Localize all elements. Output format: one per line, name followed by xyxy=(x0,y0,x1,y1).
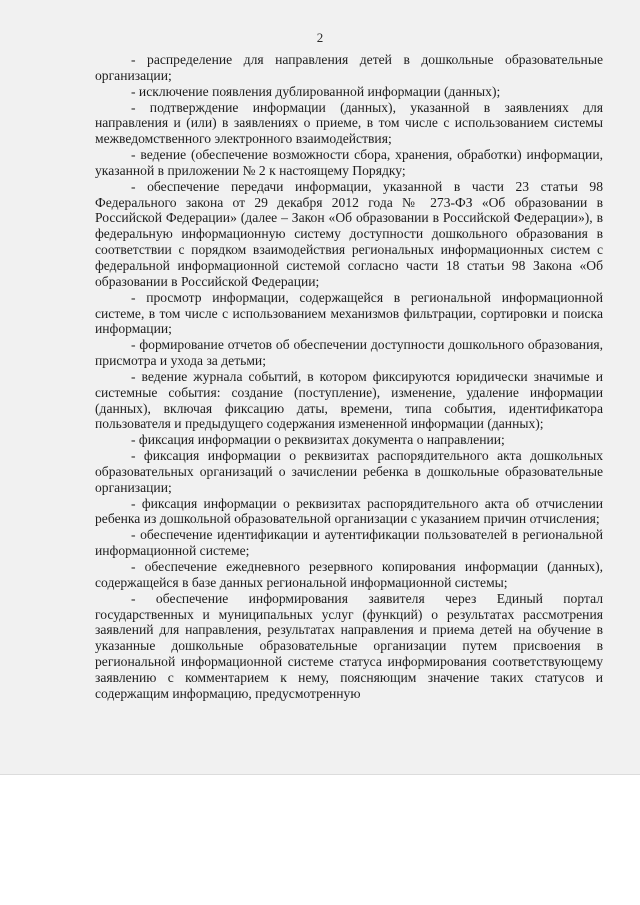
document-body xyxy=(95,52,603,702)
paragraph: - фиксация информации о реквизитах распорядительного акта об отчислении ребенка из дошкольной образовательной организации с указанием причин отчисления; xyxy=(95,495,603,527)
paragraph: - ведение (обеспечение возможности сбора, хранения, обработки) информации, указанной в приложении № 2 к настоящему Порядку; xyxy=(95,147,603,178)
page-number: 2 xyxy=(316,30,324,45)
paragraph: - фиксация информации о реквизитах документа о направлении; xyxy=(131,432,505,448)
paragraph: - формирование отчетов об обеспечении доступности дошкольного образования, присмотра и ухода за детьми; xyxy=(95,337,603,369)
paragraph: - фиксация информации о реквизитах распорядительного акта дошкольных образовательных организаций о зачислении ребенка в дошкольные образовательные организации; xyxy=(95,448,603,495)
paragraph: - ведение журнала событий, в котором фиксируются юридически значимые и системные события: создание (поступление), изменение, удаление информации (данных), включая фиксацию даты, времени, типа события, идентификатора пользователя и предыдущего содержания измененной информации (данных); xyxy=(95,368,603,432)
paragraph: - распределение для направления детей в дошкольные образовательные организации; xyxy=(95,52,603,83)
paragraph: - обеспечение информирования заявителя через Единый портал государственных и муниципальных услуг (функций) о результатах рассмотрения заявлений для направления, результатах направления и приема детей на обучение в указанные дошкольные образовательные организации путем присвоения в региональной информационной системе статуса информирования соответствующему заявлению с комментарием к нему, поясняющим значение таких статусов и содержащим информацию, предусмотренную xyxy=(95,590,603,701)
paragraph: - исключение появления дублированной информации (данных); xyxy=(131,83,501,99)
paragraph: - обеспечение ежедневного резервного копирования информации (данных), содержащейся в базе данных региональной информационной системы; xyxy=(95,559,603,590)
paragraph: - обеспечение идентификации и аутентификации пользователей в региональной информационной системе; xyxy=(95,527,603,559)
paragraph: - обеспечение передачи информации, указанной в части 23 статьи 98 Федерального закона от 29 декабря 2012 года № 273-ФЗ «Об образовании в Российской Федерации» (далее – Закон «Об образовании в Российской Федерации»), в федеральную информационную систему доступности дошкольного образования в соответствии с порядком взаимодействия региональных информационных систем с федеральной информационной системой согласно части 18 статьи 98 Закона «Об образовании в Российской Федерации; xyxy=(95,178,603,289)
paragraph: - просмотр информации, содержащейся в региональной информационной системе, в том числе с использованием механизмов фильтрации, сортировки и поиска информации; xyxy=(95,289,603,337)
paragraph: - подтверждение информации (данных), указанной в заявлениях для направления и (или) в заявлениях о приеме, в том числе с использованием системы межведомственного электронного взаимодействия; xyxy=(95,99,603,147)
